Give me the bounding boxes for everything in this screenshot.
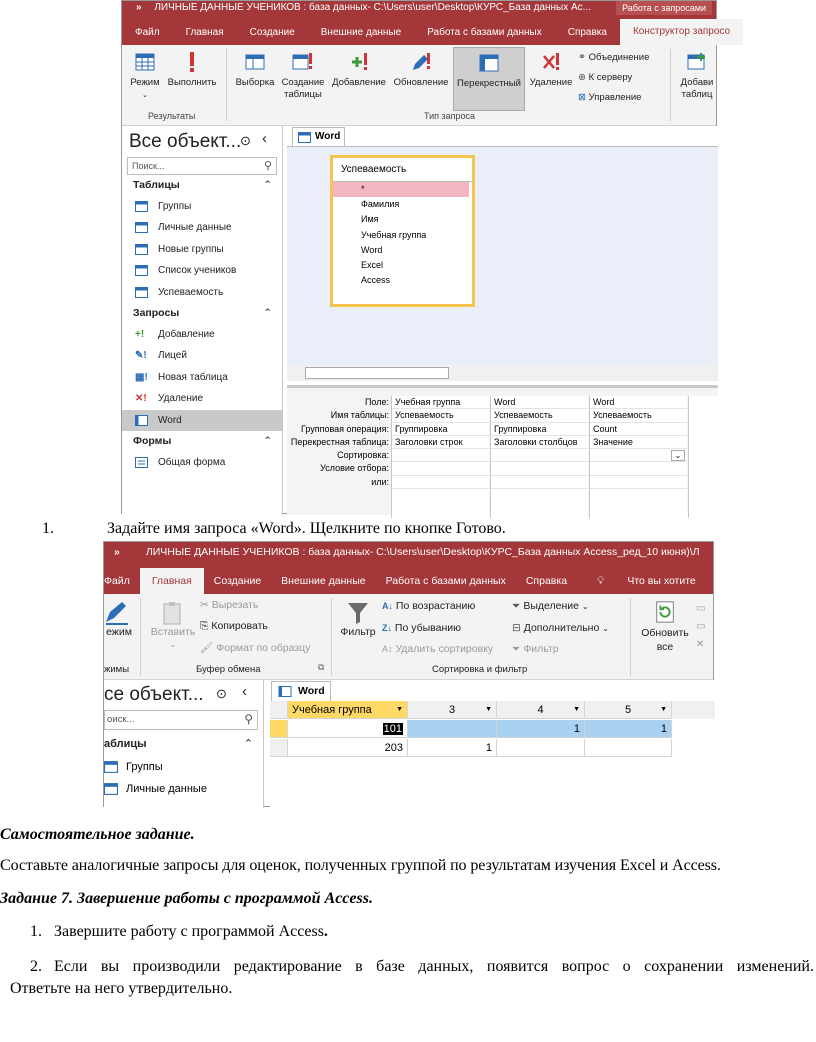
- step-text: Задайте имя запроса «Word». Щелкните по кнопке Готово.: [107, 520, 506, 537]
- tab-database-tools[interactable]: Работа с базами данных: [385, 575, 506, 587]
- advanced-button[interactable]: ⊟ Дополнительно ⌄: [512, 622, 609, 634]
- run-button[interactable]: Выполнить: [165, 51, 219, 89]
- crosstab-query-icon: [135, 415, 148, 426]
- tab-home[interactable]: Главная: [140, 568, 204, 594]
- append-plus-icon: [348, 51, 370, 73]
- navigation-pane: [104, 680, 264, 808]
- context-tab-label: Работа с запросами: [616, 1, 712, 15]
- chevron-down-icon[interactable]: ▼: [573, 706, 580, 713]
- sort-dropdown[interactable]: [590, 449, 687, 462]
- grid-cell[interactable]: Успеваемость: [392, 409, 489, 422]
- union-icon: ⚭: [578, 52, 586, 63]
- grid-cell[interactable]: Word: [590, 396, 687, 409]
- ribbon-tabs: [104, 568, 713, 594]
- table-icon: [135, 244, 148, 255]
- chevron-down-icon: ⌄: [169, 640, 177, 649]
- tab-query-design[interactable]: Конструктор запросо: [620, 19, 743, 45]
- grid-row-label: Имя таблицы:: [330, 410, 389, 421]
- crosstab-button[interactable]: Перекрестный: [453, 47, 525, 111]
- refresh-all-button[interactable]: Обновить все: [637, 600, 693, 654]
- add-table-icon: [686, 51, 708, 73]
- grid-column: [490, 396, 588, 518]
- chevron-down-icon: ⌄: [602, 624, 609, 633]
- table-icon: [104, 783, 118, 795]
- cut-button[interactable]: ✂ Вырезать: [200, 599, 259, 611]
- make-table-icon: [292, 51, 314, 73]
- selection-filter-icon: ⏷: [512, 600, 521, 612]
- crosstab-query-icon: [278, 686, 292, 697]
- search-input[interactable]: Поиск... ⚲: [127, 157, 277, 175]
- views-group-label: жимы: [104, 664, 130, 675]
- tell-me-box[interactable]: 💡︎ Что вы хотите: [577, 575, 716, 588]
- selection-button[interactable]: ⏷ Выделение ⌄: [512, 600, 589, 612]
- view-button[interactable]: Режим ⌄: [128, 51, 162, 102]
- design-view-icon: [104, 600, 130, 626]
- table-cell[interactable]: [497, 739, 585, 757]
- grid-row-label: Условие отбора:: [320, 463, 389, 474]
- make-table-button[interactable]: Создание таблицы: [278, 51, 328, 101]
- refresh-icon: [653, 600, 677, 624]
- copy-button[interactable]: ⎘ Копировать: [200, 620, 268, 632]
- ribbon: [104, 594, 713, 680]
- grid-cell[interactable]: Значение: [590, 436, 687, 449]
- row-selector-header[interactable]: [270, 701, 288, 719]
- quick-access-icon[interactable]: »: [114, 546, 120, 558]
- exclamation-icon: [181, 51, 203, 73]
- row-selector[interactable]: [270, 720, 288, 738]
- scissors-icon: ✂: [200, 599, 209, 611]
- grid-cell[interactable]: Заголовки столбцов: [491, 436, 588, 449]
- chevron-down-icon[interactable]: ▼: [660, 706, 667, 713]
- nav-form-item[interactable]: Общая форма: [122, 452, 282, 473]
- document-tab[interactable]: Word: [292, 127, 345, 147]
- grid-cell[interactable]: Успеваемость: [491, 409, 588, 422]
- table-row: [270, 720, 715, 738]
- grid-cell[interactable]: [392, 449, 489, 462]
- column-header[interactable]: Учебная группа ▼: [288, 701, 408, 719]
- grid-cell[interactable]: Заголовки строк: [392, 436, 489, 449]
- make-table-query-icon: ▦!: [135, 371, 148, 383]
- query-icon: [298, 132, 311, 143]
- datasheet-header-row: [270, 701, 715, 719]
- document-tab[interactable]: Word: [271, 681, 331, 701]
- dialog-launcher-icon[interactable]: ⧉: [318, 662, 325, 672]
- funnel-icon: ⏷: [512, 643, 521, 655]
- chevron-down-icon: ⌄: [581, 602, 589, 611]
- group-separator: [226, 49, 227, 121]
- query-design-area: [287, 126, 718, 515]
- sort-za-icon: Z↓: [382, 623, 392, 633]
- field-item[interactable]: Word: [361, 244, 383, 255]
- tables-section-header[interactable]: аблицы ⌃: [104, 732, 263, 756]
- datasheet-icon: [134, 51, 156, 73]
- grid-cell[interactable]: Count: [590, 423, 687, 436]
- grid-cell[interactable]: [491, 462, 588, 475]
- nav-title[interactable]: се объект... ⊙ ‹: [104, 683, 247, 705]
- nav-query-item[interactable]: ✎! Лицей: [122, 345, 282, 366]
- row-selector[interactable]: [270, 739, 288, 757]
- advanced-filter-icon: ⊟: [512, 622, 521, 634]
- tab-external-data[interactable]: Внешние данные: [320, 26, 402, 38]
- column-header[interactable]: 4 ▼: [497, 701, 585, 719]
- delete-button[interactable]: Удаление: [527, 51, 575, 89]
- grid-column: [589, 396, 687, 518]
- remove-sort-button[interactable]: A↕ Удалить сортировку: [382, 643, 494, 655]
- chevron-down-icon[interactable]: ▼: [485, 706, 492, 713]
- collapse-icon[interactable]: ‹: [262, 130, 267, 147]
- search-icon: ⚲: [244, 712, 253, 726]
- queries-section-header[interactable]: Запросы ⌃: [122, 303, 282, 324]
- group-separator: [331, 598, 332, 676]
- update-button[interactable]: Обновление: [390, 51, 452, 89]
- tab-create[interactable]: Создание: [213, 575, 262, 587]
- window-title: ЛИЧНЫЕ ДАННЫЕ УЧЕНИКОВ : база данных- C:\Users\user\Desktop\КУРС_База данных Ac...: [154, 2, 592, 13]
- nav-query-item[interactable]: Word: [122, 410, 282, 431]
- grid-row-label: Поле:: [364, 397, 389, 407]
- item1-text: Завершите работу с программой Access.: [54, 923, 328, 940]
- form-icon: [135, 457, 148, 468]
- select-query-button[interactable]: Выборка: [232, 51, 278, 89]
- grid-cell[interactable]: [392, 462, 489, 475]
- ribbon-tabs: [122, 19, 731, 45]
- table-field-list[interactable]: [330, 155, 475, 307]
- nav-table-item[interactable]: Группы: [104, 756, 263, 778]
- table-cell[interactable]: 203: [288, 739, 408, 757]
- nav-title[interactable]: Все объект... ⊙ ‹: [129, 130, 267, 152]
- lightbulb-icon: 💡︎: [597, 574, 608, 587]
- field-item[interactable]: *: [333, 182, 469, 197]
- grid-column-empty[interactable]: [688, 396, 718, 518]
- crosstab-icon: [478, 52, 500, 74]
- clipboard-icon: [160, 600, 186, 626]
- table-icon: [135, 222, 148, 233]
- item2-line2: Ответьте на него утвердительно.: [10, 980, 233, 997]
- field-item[interactable]: Имя: [361, 214, 379, 225]
- crosstab-result-screenshot: [103, 541, 714, 807]
- table-cell[interactable]: 1: [497, 720, 585, 738]
- grid-row-label: Групповая операция:: [300, 423, 389, 434]
- delete-x-icon: [540, 51, 562, 73]
- nav-table-item[interactable]: Новые группы: [122, 239, 282, 260]
- grid-row-label: или:: [371, 476, 389, 487]
- pencil-icon: [410, 51, 432, 73]
- add-tables-button[interactable]: Добави таблиц: [675, 51, 719, 101]
- query-designer-screenshot: [121, 0, 731, 514]
- filter-button[interactable]: Фильтр: [338, 600, 378, 638]
- search-icon: ⚲: [263, 160, 272, 172]
- group-separator: [670, 49, 671, 121]
- chevron-down-icon[interactable]: ⊙: [240, 133, 251, 148]
- table-cell[interactable]: 101: [288, 720, 408, 738]
- horizontal-scrollbar[interactable]: [287, 365, 718, 381]
- funnel-icon: [345, 600, 371, 626]
- table-field-list-title: Успеваемость: [333, 158, 472, 182]
- toggle-filter-button[interactable]: ⏷ Фильтр: [512, 643, 559, 655]
- grid-cell[interactable]: Группировка: [392, 423, 489, 436]
- caret-up-icon: ⌃: [243, 738, 253, 750]
- nav-query-item[interactable]: +! Добавление: [122, 324, 282, 345]
- table-icon: [135, 287, 148, 298]
- grid-cell[interactable]: Успеваемость: [590, 409, 687, 422]
- grid-column: [391, 396, 489, 518]
- append-button[interactable]: Добавление: [329, 51, 389, 89]
- table-diagram-pane: [287, 146, 718, 365]
- ribbon: [122, 45, 716, 126]
- globe-icon: ⊕: [578, 72, 586, 83]
- sort-filter-group-label: Сортировка и фильтр: [432, 664, 528, 675]
- results-group-label: Результаты: [148, 111, 196, 121]
- step-number: 1.: [42, 520, 54, 537]
- caret-up-icon: ⌃: [263, 434, 272, 447]
- grid-cell[interactable]: Группировка: [491, 423, 588, 436]
- table-icon: [104, 761, 118, 773]
- select-query-icon: [244, 51, 266, 73]
- tab-home[interactable]: Главная: [185, 26, 224, 38]
- grid-row-labels: [287, 396, 389, 489]
- table-cell[interactable]: 1: [408, 739, 497, 757]
- grid-cell[interactable]: Word: [491, 396, 588, 409]
- view-button[interactable]: ежим: [104, 600, 134, 638]
- item2-number: 2.: [30, 958, 42, 975]
- passthrough-button[interactable]: ⊕ К серверу: [578, 72, 633, 83]
- update-query-icon: ✎!: [135, 350, 147, 362]
- forms-section-header[interactable]: Формы ⌃: [122, 431, 282, 452]
- paste-button[interactable]: Вставить ⌄: [149, 600, 197, 650]
- field-item[interactable]: Access: [361, 275, 391, 286]
- grid-row-label: Сортировка:: [337, 450, 389, 461]
- table-cell[interactable]: 1: [585, 720, 672, 738]
- ddl-button[interactable]: ⊠ Управление: [578, 92, 642, 103]
- tab-help[interactable]: Справка: [525, 575, 568, 587]
- grid-cell[interactable]: [491, 476, 588, 489]
- sort-az-icon: A↓: [382, 601, 393, 611]
- copy-icon: ⎘: [200, 620, 209, 632]
- group-separator: [630, 598, 631, 676]
- caret-up-icon: ⌃: [263, 179, 272, 191]
- scroll-thumb[interactable]: [305, 367, 449, 379]
- table-row: [270, 739, 715, 757]
- query-design-grid: [287, 385, 718, 515]
- query-type-group-label: Тип запроса: [424, 111, 476, 121]
- tables-section-header[interactable]: Таблицы ⌃: [122, 175, 282, 196]
- sort-descending-button[interactable]: Z↓ По убыванию: [382, 622, 461, 634]
- task7-title: Задание 7. Завершение работы с программой Access.: [0, 890, 373, 907]
- nav-table-item[interactable]: Список учеников: [122, 260, 282, 281]
- field-item[interactable]: Учебная группа: [361, 229, 427, 240]
- grid-cell[interactable]: [392, 476, 489, 489]
- grid-cell[interactable]: [590, 476, 687, 489]
- records-partial-icon[interactable]: ▭ ▭ ✕: [696, 603, 706, 650]
- nav-query-item[interactable]: ▦! Новая таблица: [122, 367, 282, 388]
- grid-cell[interactable]: Учебная группа: [392, 396, 489, 409]
- item2-line1: Если вы производили редактирование в базе данных, появится вопрос о сохранении изменений.: [54, 958, 814, 975]
- chevron-down-icon[interactable]: ⌄: [671, 450, 685, 461]
- grid-cell[interactable]: [491, 449, 588, 462]
- collapse-icon[interactable]: ‹: [242, 683, 247, 700]
- union-button[interactable]: ⚭ Объединение: [578, 52, 650, 63]
- group-separator: [140, 598, 141, 676]
- nav-table-item[interactable]: Успеваемость: [122, 282, 282, 303]
- append-query-icon: +!: [135, 328, 145, 340]
- caret-up-icon: ⌃: [263, 306, 272, 319]
- quick-access-icon[interactable]: »: [136, 2, 142, 13]
- window-title: ЛИЧНЫЕ ДАННЫЕ УЧЕНИКОВ : база данных- C:\Users\user\Desktop\КУРС_База данных Access_ред_10 июня)\Л: [145, 546, 700, 558]
- field-item[interactable]: Excel: [361, 259, 384, 270]
- independent-task-body: Составьте аналогичные запросы для оценок, полученных группой по результатам изучения Excel и Access.: [0, 857, 721, 874]
- chevron-down-icon: ⌄: [142, 92, 148, 99]
- column-header[interactable]: 3 ▼: [408, 701, 497, 719]
- datasheet-view: [270, 680, 715, 808]
- title-bar: [104, 542, 713, 568]
- paintbrush-icon: 🖌︎: [200, 642, 214, 654]
- search-input[interactable]: оиск... ⚲: [104, 710, 258, 730]
- tab-create[interactable]: Создание: [249, 26, 295, 38]
- navigation-pane: [122, 126, 283, 515]
- chevron-down-icon[interactable]: ⊙: [216, 686, 227, 701]
- table-icon: [135, 265, 148, 276]
- clipboard-group-label: Буфер обмена: [196, 664, 261, 675]
- delete-query-icon: ✕!: [135, 393, 147, 405]
- nav-query-item[interactable]: ✕! Удаление: [122, 388, 282, 409]
- nav-table-item[interactable]: Личные данные: [104, 778, 263, 800]
- independent-task-title: Самостоятельное задание.: [0, 826, 195, 843]
- item1-number: 1.: [30, 923, 42, 940]
- title-bar: [122, 1, 716, 19]
- nav-table-item[interactable]: Группы: [122, 196, 282, 217]
- table-cell[interactable]: [585, 739, 672, 757]
- tab-file[interactable]: Файл: [135, 26, 160, 38]
- tab-file[interactable]: Файл: [104, 575, 130, 587]
- table-cell[interactable]: [408, 720, 497, 738]
- field-item[interactable]: Фамилия: [361, 199, 400, 210]
- sort-ascending-button[interactable]: A↓ По возрастанию: [382, 600, 476, 612]
- chevron-down-icon[interactable]: ▼: [396, 706, 403, 713]
- ddl-icon: ⊠: [578, 92, 586, 103]
- tab-external-data[interactable]: Внешние данные: [281, 575, 366, 587]
- tab-help[interactable]: Справка: [567, 26, 607, 38]
- grid-cell[interactable]: [590, 462, 687, 475]
- nav-table-item[interactable]: Личные данные: [122, 217, 282, 238]
- remove-sort-icon: A↕: [382, 644, 393, 654]
- format-painter-button[interactable]: 🖌︎ Формат по образцу: [200, 642, 311, 654]
- column-header[interactable]: 5 ▼: [585, 701, 672, 719]
- table-icon: [135, 201, 148, 212]
- grid-row-label: Перекрестная таблица:: [290, 436, 389, 447]
- tab-database-tools[interactable]: Работа с базами данных: [427, 26, 542, 38]
